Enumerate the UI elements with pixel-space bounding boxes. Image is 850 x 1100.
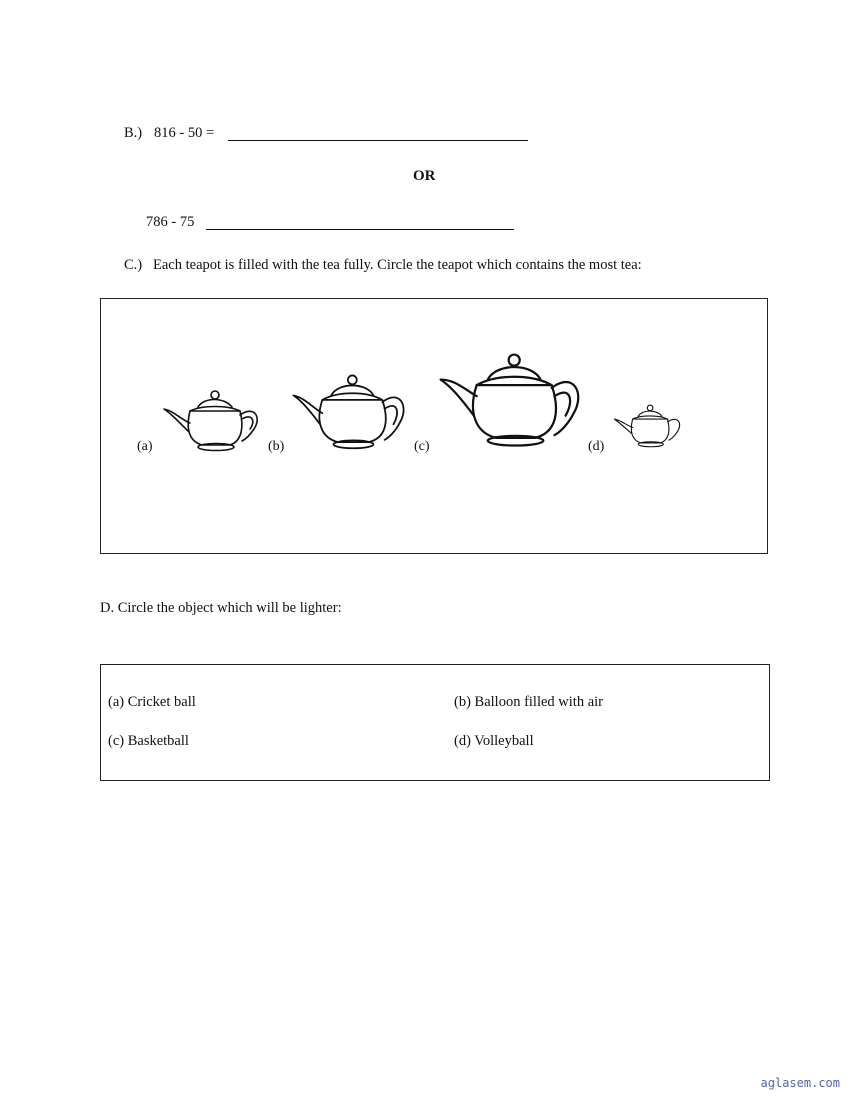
answer-blank-b1[interactable] (228, 140, 528, 141)
option-b-balloon[interactable]: (b) Balloon filled with air (454, 694, 603, 710)
question-c-label: C.) (124, 257, 143, 273)
teapot-icon[interactable] (613, 399, 683, 449)
options-box (100, 664, 770, 781)
answer-blank-b2[interactable] (206, 229, 514, 230)
watermark: aglasem.com (760, 1076, 840, 1090)
teapot-option-b-label: (b) (268, 439, 285, 454)
or-separator: OR (413, 168, 436, 184)
option-a-cricket-ball[interactable]: (a) Cricket ball (108, 694, 196, 710)
question-b-alt-expression: 786 - 75 (146, 214, 195, 230)
question-d-prompt: D. Circle the object which will be lighter: (100, 600, 342, 616)
teapot-icon[interactable] (293, 371, 405, 451)
teapot-option-c-label: (c) (414, 439, 430, 454)
question-c-prompt: Each teapot is filled with the tea fully. Circle the teapot which contains the most tea: (153, 257, 642, 273)
teapot-option-a-label: (a) (137, 439, 153, 454)
option-d-volleyball[interactable]: (d) Volleyball (454, 733, 534, 749)
teapot-icon[interactable] (159, 383, 265, 453)
teapot-icon[interactable] (439, 349, 581, 449)
teapot-box (100, 298, 768, 554)
teapot-option-d-label: (d) (588, 439, 605, 454)
question-b-label: B.) (124, 125, 143, 141)
question-b-expression: 816 - 50 = (154, 125, 215, 141)
option-c-basketball[interactable]: (c) Basketball (108, 733, 189, 749)
